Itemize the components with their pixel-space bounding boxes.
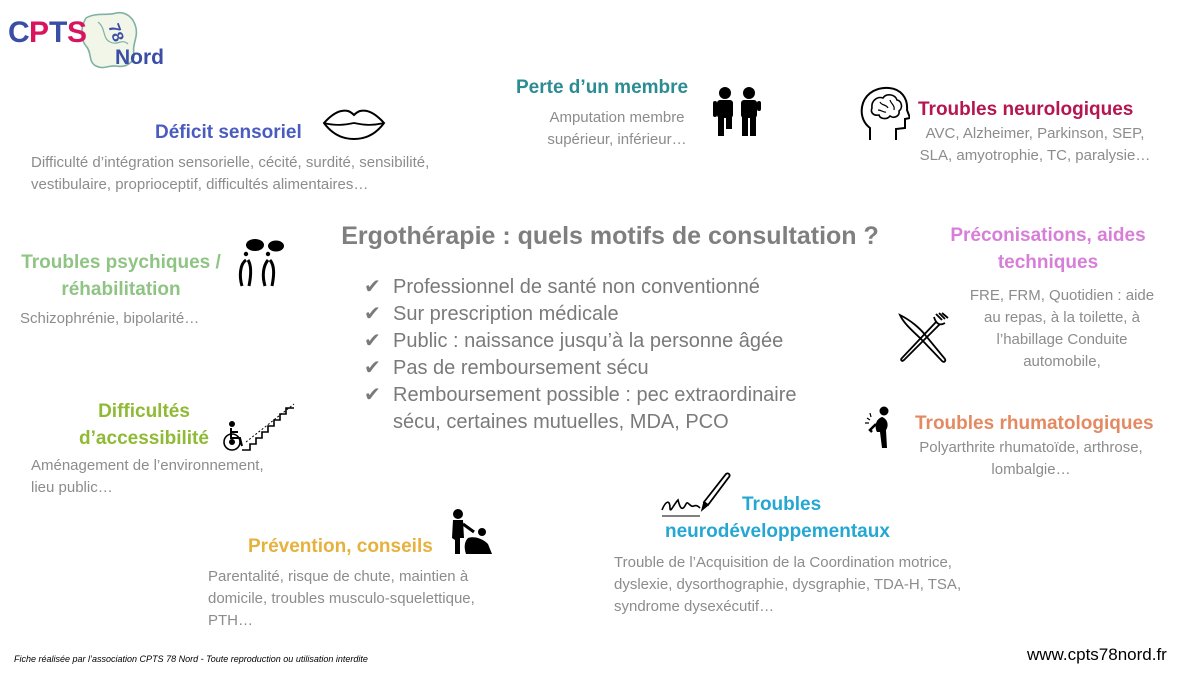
logo-number: 78 [104,21,127,45]
section-desc-troubles-psychiques: Schizophrénie, bipolarité… [20,310,200,327]
section-desc-troubles-neurologiques: AVC, Alzheimer, Parkinson, SEP, SLA, amyotrophie, TC, paralysie… [919,125,1151,164]
footer-note: Fiche réalisée par l’association CPTS 78 Nord - Toute reproduction ou utilisation interdite [14,654,368,664]
section-title-troubles-neurodev: Troubles neurodéveloppementaux [665,494,890,542]
lips-icon [322,106,386,142]
section-desc-troubles-rhumatologiques: Polyarthrite rhumatoïde, arthrose, lombalgie… [919,439,1143,478]
section-desc-troubles-neurodev: Trouble de l’Acquisition de la Coordination motrice, dyslexie, dysorthographie, dysgraphie, TDA-H, TSA, syndrome dysexécutif… [614,554,962,615]
logo-letter-p: P [29,16,50,49]
section-title-accessibilite: Difficultés d’accessibilité [79,401,209,449]
section-title-deficit-sensoriel: Déficit sensoriel [155,122,302,143]
logo-letter-t: T [49,16,68,49]
section-desc-perte-membre: Amputation membre supérieur, inférieur… [547,109,687,148]
section-title-troubles-neurologiques: Troubles neurologiques [918,99,1134,120]
section-desc-preconisations: FRE, FRM, Quotidien : aide au repas, à la toilette, à l’habillage Conduite automobile, [969,287,1155,370]
check-icon: ✔ [364,276,381,298]
website-link[interactable]: www.cpts78nord.fr [1027,645,1167,664]
section-title-prevention: Prévention, conseils [248,536,433,557]
section-desc-accessibilite: Aménagement de l’environnement, lieu public… [31,457,264,496]
check-icon: ✔ [364,330,381,352]
section-title-perte-membre: Perte d’un membre [516,77,689,98]
helping-person-icon [444,508,494,558]
wheelchair-stairs-icon [220,402,296,452]
logo-letter-s: S [67,16,88,49]
logo-region: Nord [115,46,164,69]
list-item: ✔ Public : naissance jusqu’à la personne âgée [364,328,834,355]
back-pain-icon [864,406,900,450]
section-title-troubles-psychiques: Troubles psychiques / réhabilitation [21,252,221,300]
logo-letter-c: C [8,16,30,49]
list-item: ✔ Remboursement possible : pec extraordinaire sécu, certaines mutuelles, MDA, PCO [364,382,834,436]
section-title-troubles-rhumatologiques: Troubles rhumatologiques [915,413,1154,434]
section-desc-deficit-sensoriel: Difficulté d’intégration sensorielle, cécité, surdité, sensibilité, vestibulaire, proprioceptif, difficultés alimentaires… [31,154,430,193]
check-icon: ✔ [364,384,381,406]
list-item: ✔ Pas de remboursement sécu [364,355,834,382]
list-item: ✔ Professionnel de santé non conventionné [364,274,834,301]
check-icon: ✔ [364,357,381,379]
key-facts-list [364,274,834,436]
check-icon: ✔ [364,303,381,325]
people-icon [711,86,763,138]
page-title: Ergothérapie : quels motifs de consultation ? [341,222,879,250]
cpts-logo [8,6,168,72]
section-desc-prevention: Parentalité, risque de chute, maintien à domicile, troubles musculo-squelettique, PTH… [208,568,475,629]
section-title-preconisations: Préconisations, aides techniques [950,225,1146,273]
thinking-people-icon [234,236,288,290]
list-item: ✔ Sur prescription médicale [364,301,834,328]
fork-knife-icon [896,312,950,364]
